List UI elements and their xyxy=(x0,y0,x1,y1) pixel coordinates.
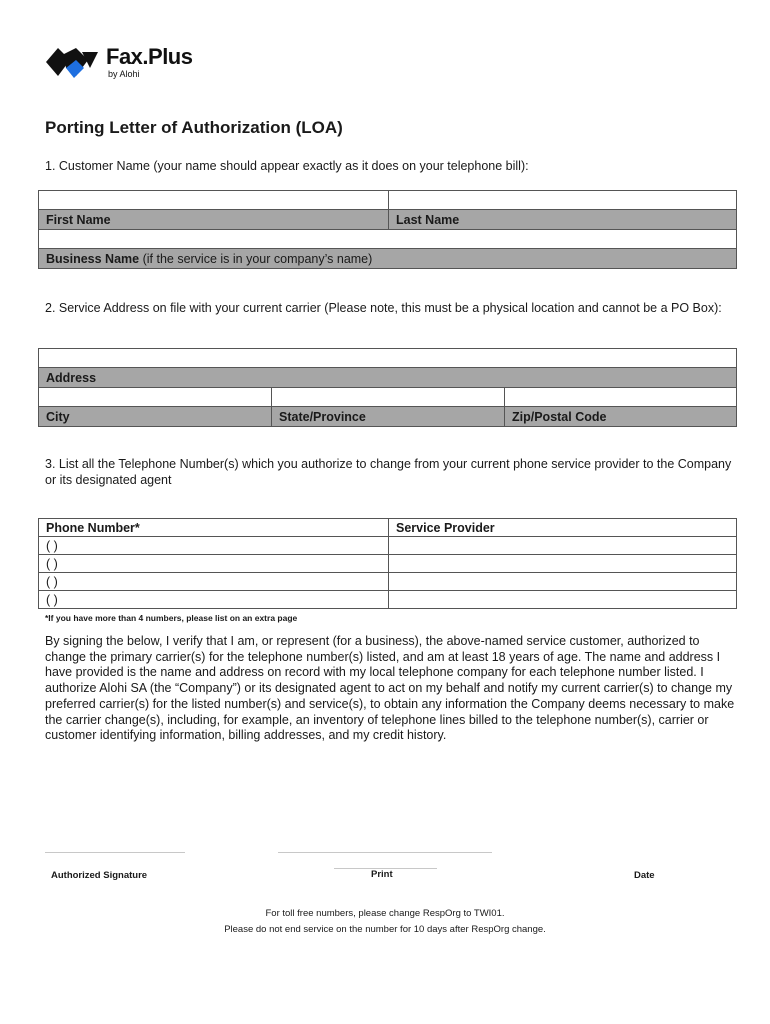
service-provider-field[interactable] xyxy=(389,591,737,609)
footer-line-1: For toll free numbers, please change RespOrg to TWI01. xyxy=(265,908,505,919)
zip-label: Zip/Postal Code xyxy=(505,407,737,427)
section1-heading: 1. Customer Name (your name should appear exactly as it does on your telephone bill): xyxy=(45,159,529,173)
date-label: Date xyxy=(634,870,655,881)
business-name-label: Business Name xyxy=(46,251,140,266)
footer-line-2: Please do not end service on the number for 10 days after RespOrg change. xyxy=(224,924,546,935)
print-line[interactable] xyxy=(278,852,492,853)
authorization-text: By signing the below, I verify that I am, or represent (for a business), the above-named service customer, authorized to change the primary carrier(s) for the telephone number(s) listed, and am at least 18 years of age. The name and address I have provided is the name and address on record with my local telephone company for each telephone number listed. I authorize Alohi SA (the “Company”) or its designated agent to act on my behalf and notify my current carrier(s) to change my preferred carrier(s) for the listed number(s) and service(s), to obtain any information the Company deems necessary to make the carrier change(s), including, for example, an inventory of telephone lines billed to the telephone number(s), carrier or customer identifying information, billing addresses, and my credit history. xyxy=(45,634,735,743)
authorized-signature-label: Authorized Signature xyxy=(51,870,148,881)
phone-number-field[interactable]: ( ) xyxy=(39,555,389,573)
brand-name: Fax.Plus xyxy=(106,44,193,69)
first-name-label: First Name xyxy=(39,210,389,230)
print-label: Print xyxy=(371,869,393,880)
last-name-label: Last Name xyxy=(389,210,737,230)
table-row xyxy=(39,573,737,591)
table-row xyxy=(39,537,737,555)
section3-heading: 3. List all the Telephone Number(s) which you authorize to change from your current phone service provider to the Company or its designated agent xyxy=(45,457,732,487)
table-row xyxy=(39,555,737,573)
customer-name-table xyxy=(38,190,737,269)
page-title: Porting Letter of Authorization (LOA) xyxy=(45,118,343,137)
state-field[interactable] xyxy=(272,388,505,407)
phone-numbers-note: *If you have more than 4 numbers, please list on an extra page xyxy=(45,613,298,623)
business-name-field[interactable] xyxy=(39,230,737,249)
brand-subtitle: by Alohi xyxy=(108,69,140,79)
service-provider-field[interactable] xyxy=(389,537,737,555)
phone-number-field[interactable]: ( ) xyxy=(39,573,389,591)
address-label: Address xyxy=(39,368,737,388)
phone-numbers-table xyxy=(38,518,737,609)
section2-heading: 2. Service Address on file with your current carrier (Please note, this must be a physical location and cannot be a PO Box): xyxy=(45,301,722,315)
service-provider-field[interactable] xyxy=(389,573,737,591)
service-provider-field[interactable] xyxy=(389,555,737,573)
phone-number-header: Phone Number* xyxy=(39,519,389,537)
phone-number-field[interactable]: ( ) xyxy=(39,591,389,609)
state-label: State/Province xyxy=(272,407,505,427)
address-field[interactable] xyxy=(39,349,737,368)
first-name-field[interactable] xyxy=(39,191,389,210)
service-address-table xyxy=(38,348,737,427)
last-name-field[interactable] xyxy=(389,191,737,210)
phone-number-field[interactable]: ( ) xyxy=(39,537,389,555)
signature-line[interactable] xyxy=(45,852,185,853)
city-label: City xyxy=(39,407,272,427)
zip-field[interactable] xyxy=(505,388,737,407)
fax-plus-logo-icon xyxy=(44,46,100,80)
service-provider-header: Service Provider xyxy=(389,519,737,537)
business-name-label-cell xyxy=(39,249,737,269)
city-field[interactable] xyxy=(39,388,272,407)
table-row xyxy=(39,591,737,609)
business-name-note: (if the service is in your company’s name) xyxy=(139,251,373,266)
